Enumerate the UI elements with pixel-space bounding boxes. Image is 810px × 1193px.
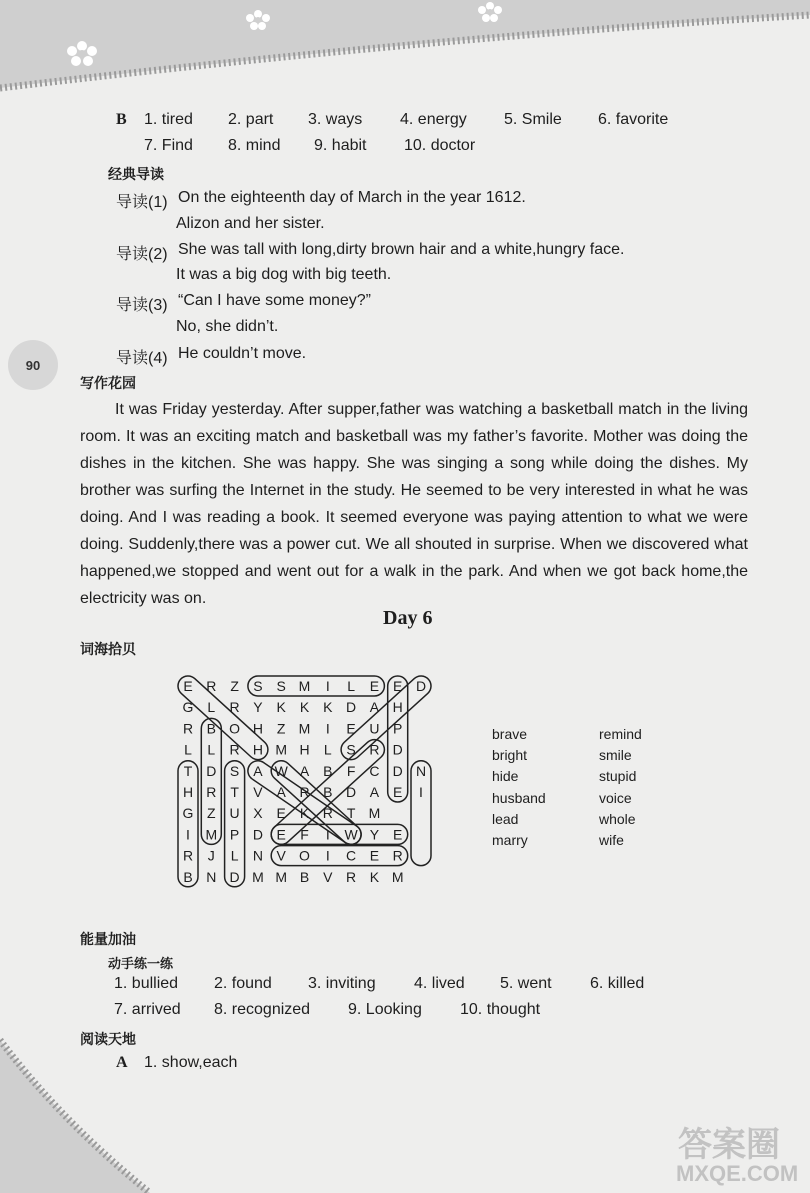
day-title: Day 6 [383,607,433,629]
writing-heading: 写作花园 [80,375,136,391]
grid-letter: M [298,720,311,737]
grid-letter: A [369,699,380,716]
grid-letter: S [346,741,356,758]
classic-reading-heading: 经典导读 [108,166,164,182]
reading-line: No, she didn’t. [176,318,279,335]
grid-letter: W [344,826,358,843]
reading-line: He couldn’t move. [178,345,307,362]
word-list-item: hide [492,768,519,784]
grid-letter: H [299,741,310,758]
grid-letter: D [346,784,357,800]
grid-letter: I [186,826,190,843]
grid-letter: W [274,762,288,779]
grid-letter: S [229,762,240,779]
grid-letter: N [252,847,263,864]
answer-item: 6. favorite [598,111,669,128]
grid-letter: L [207,741,216,758]
grid-letter: A [369,784,380,800]
grid-letter: N [415,762,427,779]
grid-letter: D [229,868,240,885]
grid-letter: V [323,868,333,885]
grid-letter: B [299,868,310,885]
word-list-item: brave [492,726,528,742]
reading-line: It was a big dog with big teeth. [176,266,392,283]
grid-letter: K [299,805,310,822]
grid-letter: E [393,678,403,694]
grid-letter: K [276,699,286,716]
word-list-item: smile [599,747,632,763]
grid-letter: E [276,805,286,822]
grid-letter: R [229,741,240,758]
reading-heading: 阅读天地 [80,1031,136,1047]
reading-line: Alizon and her sister. [176,215,325,232]
grid-letter: L [207,699,216,716]
grid-letter: P [229,826,240,843]
answer-item: 1. tired [144,111,193,128]
answer-item: 8. recognized [214,1001,311,1018]
grid-letter: R [299,784,310,800]
grid-letter: D [392,762,403,779]
section-b-label: B [116,111,127,128]
reading-item-label: 导读(2) [116,246,168,263]
grid-letter: Y [253,699,263,716]
answer-item: 2. found [214,975,272,992]
grid-letter: L [323,741,332,758]
grid-letter: R [229,699,240,716]
grid-letter: M [205,826,218,843]
grid-letter: F [300,826,309,843]
reading-item-label: 导读(4) [116,350,168,367]
grid-letter: U [369,720,380,737]
found-word-loop-defiwy [271,824,408,844]
grid-letter: B [323,784,333,800]
word-list-item: husband [492,790,546,806]
watermark-url: MXQE.COM [676,1161,799,1186]
grid-letter: R [206,784,217,800]
grid-letter: V [253,784,263,800]
grid-letter: M [275,868,288,885]
grid-letter: M [391,868,404,885]
grid-letter: A [299,762,310,779]
grid-letter: E [393,826,403,843]
reading-line: She was tall with long,dirty brown hair and a white,hungry face. [178,241,625,258]
grid-letter: G [182,699,194,716]
answer-item: 8. mind [228,137,281,154]
grid-letter: H [252,720,263,737]
grid-letter: J [207,847,215,864]
answer-item: 4. energy [400,111,467,128]
word-list-item: marry [492,832,528,848]
found-word-loop-smile [248,676,385,696]
grid-letter: D [392,741,403,758]
answer-item: 7. arrived [114,1001,181,1018]
grid-letter: A [276,784,286,800]
grid-letter: R [322,805,333,822]
grid-letter: Z [207,805,216,822]
grid-letter: E [393,784,403,800]
grid-letter: C [369,762,380,779]
grid-letter: O [229,720,241,737]
grid-letter: H [252,741,263,758]
grid-letter: V [276,847,286,864]
answer-item: 3. ways [308,111,363,128]
answer-item: 5. Smile [504,111,562,128]
grid-letter: T [230,784,239,800]
answer-item: 4. lived [414,975,465,992]
reading-line: On the eighteenth day of March in the year 1612. [178,189,526,206]
energy-heading: 能量加油 [80,931,136,947]
grid-letter: E [369,847,380,864]
word-list-item: whole [599,811,636,827]
grid-letter: L [184,741,192,758]
grid-letter: I [419,784,423,800]
grid-letter: R [346,868,357,885]
grid-letter: M [252,868,264,885]
grid-letter: Z [276,720,286,737]
grid-letter: R [369,741,380,758]
vocab-heading: 词海拾贝 [80,641,136,657]
grid-letter: D [252,826,263,843]
grid-letter: X [253,805,263,822]
grid-letter: I [325,678,330,694]
answer-item: 1. show,each [144,1054,238,1071]
grid-letter: M [275,741,288,758]
practice-subheading: 动手练一练 [108,956,174,971]
answer-item: 3. inviting [308,975,376,992]
grid-letter: H [182,784,194,800]
grid-letter: R [182,720,194,737]
grid-letter: I [325,720,330,737]
answer-item: 1. bullied [114,975,179,992]
grid-letter: I [325,847,330,864]
grid-letter: U [229,805,240,822]
page-number-badge: 90 [8,340,58,390]
word-list-item: stupid [599,768,637,784]
grid-letter: T [183,762,193,779]
reading-line: “Can I have some money?” [178,292,371,309]
grid-letter: C [346,847,357,864]
grid-letter: O [299,847,310,864]
word-list-item: bright [492,747,528,763]
grid-letter: R [392,847,403,864]
found-word-loop-voice [271,846,408,866]
reading-section-label: A [116,1054,128,1071]
answer-item: 9. habit [314,137,367,154]
grid-letter: E [276,826,286,843]
grid-letter: P [393,720,403,737]
answer-item: 10. thought [460,1001,541,1018]
grid-letter: G [182,805,194,822]
grid-letter: Y [369,826,380,843]
word-list-item: wife [599,832,624,848]
watermark-title: 答案圈 [678,1126,780,1164]
grid-letter: I [325,826,330,843]
word-list-item: voice [599,790,632,806]
answer-item: 6. killed [590,975,645,992]
grid-letter: B [183,868,193,885]
word-list-item: remind [599,726,642,742]
grid-letter: D [206,762,217,779]
reading-item-label: 导读(1) [116,194,168,211]
grid-letter: E [183,678,193,694]
grid-letter: B [323,762,333,779]
grid-letter: N [206,868,217,885]
grid-letter: E [346,720,356,737]
grid-letter: R [206,678,217,694]
grid-letter: D [346,699,357,716]
word-list-item: lead [492,811,519,827]
grid-letter: L [347,678,355,694]
grid-letter: K [299,699,310,716]
answer-item: 5. went [500,975,552,992]
grid-letter: M [368,805,381,822]
grid-letter: D [415,678,427,694]
grid-letter: R [182,847,194,864]
grid-letter: Z [230,678,239,694]
answer-item: 10. doctor [404,137,476,154]
grid-letter: H [392,699,403,716]
grid-letter: T [346,805,356,822]
grid-letter: M [298,678,311,694]
grid-letter: S [276,678,286,694]
grid-letter: A [253,762,263,779]
grid-letter: K [369,868,380,885]
reading-item-label: 导读(3) [116,297,168,314]
watermark [660,1115,810,1193]
writing-paragraph: It was Friday yesterday. After supper,father was watching a basketball match in the living room. It was an exciting match and basketball was my father’s favorite. Mother was doing the dishes in the kitchen. She was happy. She was singing a song while doing the dishes. My brother was surfing the Internet in the study. He seemed to be very interested in what he was doing. And I was reading a book. It seemed everyone was paying attention to what we were doing. Suddenly,there was a power cut. We all shouted in surprise. When we discovered what happened,we stopped and went out for a walk in the park. And when we got back home,the electricity was on. [80,401,748,607]
grid-letter: E [369,678,380,694]
grid-letter: S [253,678,263,694]
grid-letter: L [230,847,239,864]
grid-letter: K [323,699,333,716]
answer-item: 7. Find [144,137,193,154]
grid-letter: F [346,762,356,779]
answer-item: 2. part [228,111,274,128]
answer-item: 9. Looking [348,1001,422,1018]
grid-letter: B [206,720,216,737]
